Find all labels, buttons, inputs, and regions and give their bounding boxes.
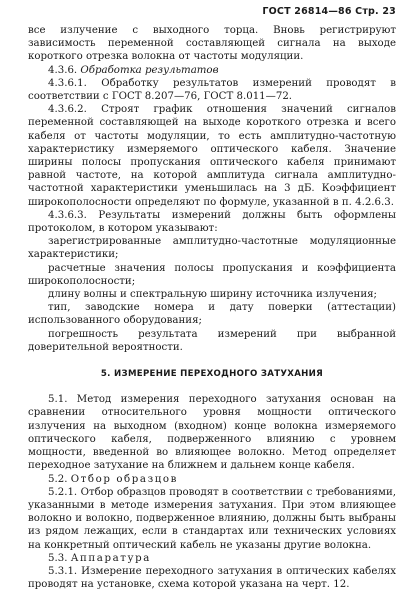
subsection-heading-sampling bbox=[28, 473, 396, 486]
paragraph-5-1: 5.1. Метод измерения переходного затухания основан на сравнении относительного уровня мощности оптического излучения на выходном (входном) конце волокна измеряемого оптического кабеля, подверженного влиянию с уровнем мощности, введенной во влияющее волокно. Метод определяет переходное затухание на ближнем и дальнем конце кабеля. bbox=[28, 394, 396, 472]
paragraph-5-2-1: 5.2.1. Отбор образцов проводят в соответствии с требованиями, указанными в методе измерения затухания. При этом влияющее волокно и волокно, подверженное влиянию, должны быть выбраны из рядом лежащих, если в стандартах или технических условиях на конкретный оптический кабель не указаны другие волокна. bbox=[28, 486, 396, 551]
subsection-number: 5.3. bbox=[48, 552, 68, 564]
subsection-number: 5.2. bbox=[48, 473, 68, 485]
section-title: 5. ИЗМЕРЕНИЕ ПЕРЕХОДНОГО ЗАТУХАНИЯ bbox=[100, 369, 324, 380]
document-body bbox=[28, 24, 396, 591]
paragraph-4-3-6-1: 4.3.6.1. Обработку результатов измерений проводят в соответствии с ГОСТ 8.207—76, ГОСТ 8.011—72. bbox=[28, 77, 396, 103]
page-header: ГОСТ 26814—86 Стр. 23 bbox=[262, 6, 396, 17]
paragraph-continuation: все излучение с выходного торца. Вновь регистрируют зависимость переменной составляющей сигнала на выходе короткого отрезка волокна от частоты модуляции. bbox=[28, 25, 396, 63]
list-item: расчетные значения полосы пропускания и коэффициента широкополосности; bbox=[28, 262, 396, 287]
subsection-number: 4.3.6. bbox=[48, 64, 78, 76]
subsection-title: Обработка результатов bbox=[80, 64, 219, 76]
list-item: длину волны и спектральную ширину источника излучения; bbox=[48, 289, 377, 301]
paragraph-5-3-1: 5.3.1. Измерение переходного затухания в оптических кабелях проводят на установке, схема которой указана на черт. 12. bbox=[28, 565, 396, 591]
subsection-title: Отбор образцов bbox=[70, 473, 178, 485]
paragraph-4-3-6-2: 4.3.6.2. Строят график отношения значений сигналов переменной составляющей на выходе короткого отрезка и всего кабеля от частоты модуляции, то есть амплитудно-частотную характеристику измеряемого оптического кабеля. Значение ширины полосы пропускания оптического кабеля принимают равной частоте, на которой амплитуда сигнала амплитудно-частотной характеристики уменьшилась на 3 дБ. Коэффициент широкополосности определяют по формуле, указанной в п. 4.2.6.3. bbox=[28, 104, 396, 208]
subsection-title: Аппаратура bbox=[70, 552, 151, 564]
subsection-heading-results bbox=[28, 64, 396, 77]
subsection-heading-apparatus bbox=[28, 552, 396, 565]
paragraph-4-3-6-3: 4.3.6.3. Результаты измерений должны быть оформлены протоколом, в котором указывают: bbox=[28, 209, 396, 235]
list-item: тип, заводские номера и дату поверки (аттестации) использованного оборудования; bbox=[28, 302, 396, 327]
list-item: погрешность результата измерений при выбранной доверительной вероятности. bbox=[28, 328, 396, 353]
list-item: зарегистрированные амплитудно-частотные модуляционные характеристики; bbox=[28, 236, 396, 261]
